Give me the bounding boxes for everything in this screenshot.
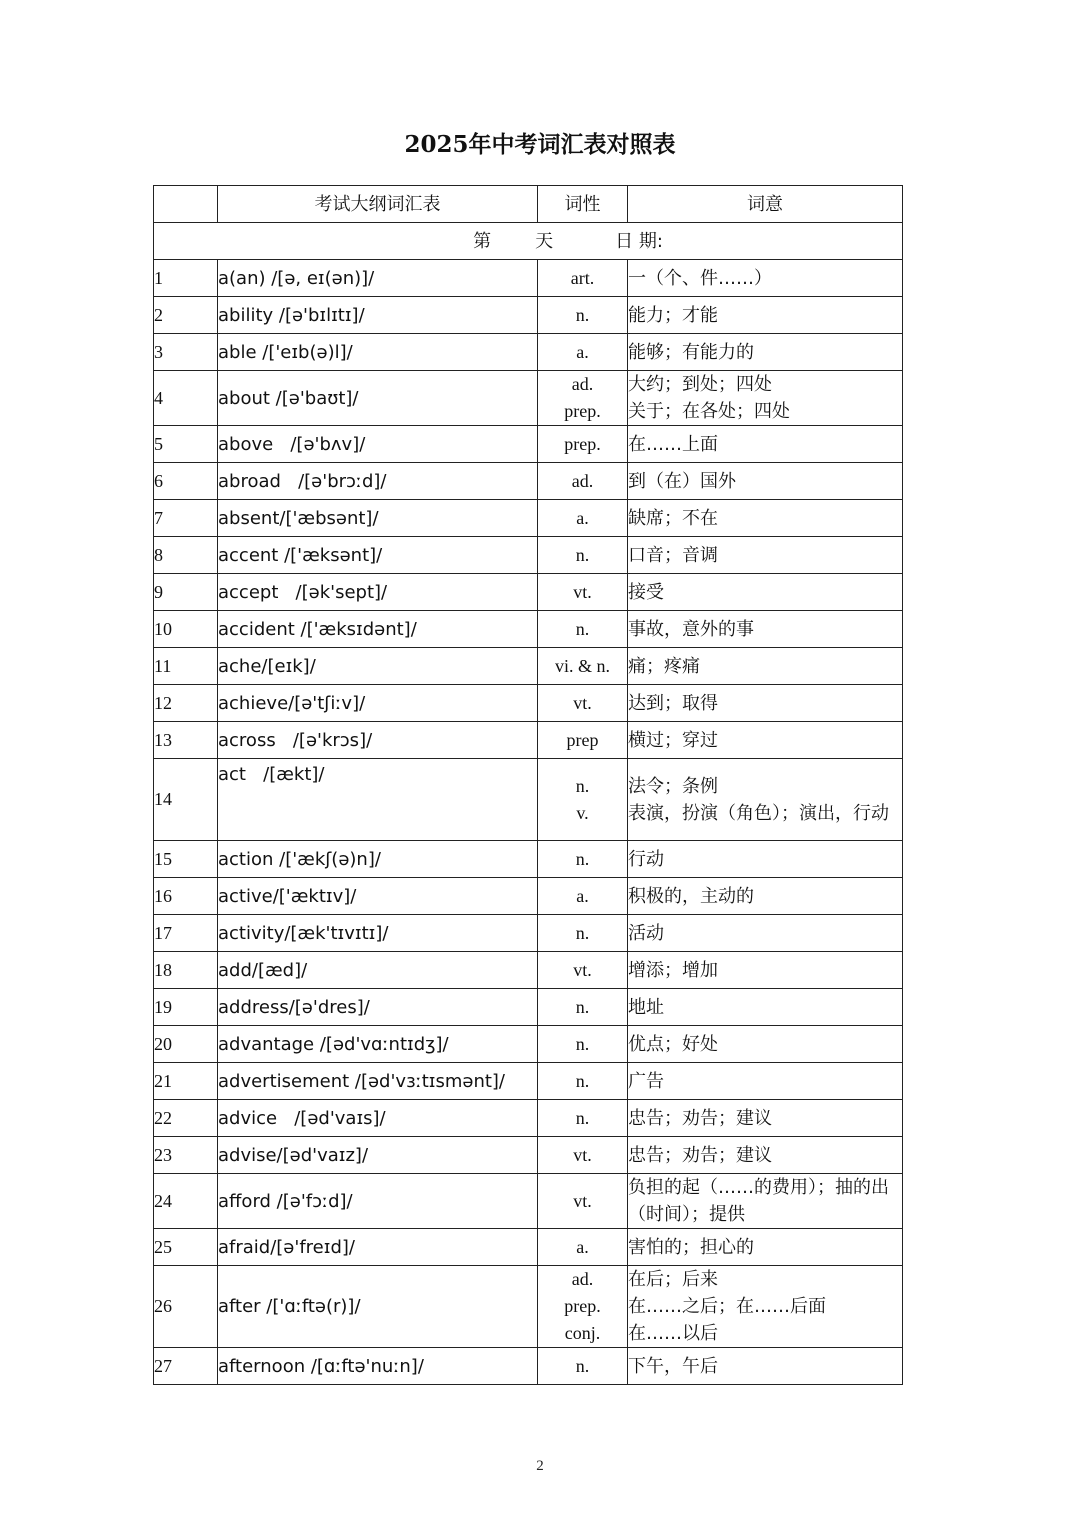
- part-of-speech-line: vi. & n.: [554, 655, 610, 676]
- day-date-cell: [154, 223, 903, 260]
- vocabulary-table: [153, 185, 903, 1385]
- part-of-speech: [538, 1266, 628, 1348]
- word-phonetic: afraid/[ə'freɪd]/: [218, 1229, 538, 1266]
- table-row: [154, 1100, 903, 1137]
- word-phonetic: ache/[eɪk]/: [218, 648, 538, 685]
- row-number: 11: [154, 648, 218, 685]
- meaning-line: 下午，午后: [628, 1355, 718, 1377]
- word-phonetic: ability /[ə'bɪlɪtɪ]/: [218, 297, 538, 334]
- row-number: 13: [154, 722, 218, 759]
- part-of-speech-line: ad.: [571, 470, 594, 491]
- word-phonetic: advice /[əd'vaɪs]/: [218, 1100, 538, 1137]
- part-of-speech: [538, 1229, 628, 1266]
- meaning: [628, 1063, 903, 1100]
- part-of-speech: [538, 463, 628, 500]
- row-number: 9: [154, 574, 218, 611]
- part-of-speech-line: conj.: [564, 1323, 601, 1343]
- meaning-line: 在……以后: [628, 1323, 718, 1344]
- meaning-line: 大约；到处；四处: [628, 374, 772, 395]
- part-of-speech-line: n.: [575, 996, 590, 1017]
- part-of-speech: [538, 648, 628, 685]
- table-row: [154, 1266, 903, 1348]
- part-of-speech: [538, 611, 628, 648]
- part-of-speech-line: prep: [566, 729, 599, 750]
- meaning-line: 行动: [628, 848, 664, 870]
- meaning-line: 事故，意外的事: [628, 618, 754, 640]
- meaning: [628, 426, 903, 463]
- part-of-speech-line: n.: [575, 922, 590, 943]
- meaning: [628, 371, 903, 426]
- row-number: 17: [154, 915, 218, 952]
- table-row: [154, 648, 903, 685]
- meaning: [628, 648, 903, 685]
- word-phonetic: accident /['æksɪdənt]/: [218, 611, 538, 648]
- meaning-line: 忠告；劝告；建议: [628, 1144, 772, 1166]
- row-number: 1: [154, 260, 218, 297]
- part-of-speech-line: n.: [575, 1107, 590, 1128]
- meaning-line: 在……上面: [628, 433, 718, 455]
- part-of-speech: [538, 574, 628, 611]
- part-of-speech: [538, 1063, 628, 1100]
- word-phonetic: abroad /[ə'brɔːd]/: [218, 463, 538, 500]
- meaning: [628, 722, 903, 759]
- table-row: [154, 722, 903, 759]
- meaning-line: 广告: [628, 1070, 664, 1092]
- part-of-speech: [538, 989, 628, 1026]
- meaning: [628, 878, 903, 915]
- meaning-line: 负担的起（……的费用）；抽的出（时间）；提供: [628, 1177, 889, 1225]
- part-of-speech: [538, 334, 628, 371]
- part-of-speech-line: ad.: [571, 374, 594, 394]
- row-number: 19: [154, 989, 218, 1026]
- meaning: [628, 759, 903, 841]
- meaning-line: 在……之后；在……后面: [628, 1296, 826, 1317]
- meaning-line: 活动: [628, 922, 664, 944]
- meaning-line: 法令；条例: [628, 775, 718, 797]
- meaning: [628, 685, 903, 722]
- meaning-line: 地址: [628, 996, 664, 1018]
- part-of-speech-line: a.: [576, 341, 589, 362]
- header-word: 考试大纲词汇表: [218, 186, 538, 223]
- word-phonetic: after /['ɑːftə(r)]/: [218, 1266, 538, 1348]
- table-row: [154, 878, 903, 915]
- part-of-speech: [538, 952, 628, 989]
- part-of-speech-line: n.: [575, 848, 590, 869]
- table-row: [154, 297, 903, 334]
- part-of-speech-line: art.: [570, 267, 595, 288]
- meaning: [628, 574, 903, 611]
- word-phonetic: add/[æd]/: [218, 952, 538, 989]
- table-row: [154, 426, 903, 463]
- part-of-speech: [538, 878, 628, 915]
- word-phonetic: a(an) /[ə, eɪ(ən)]/: [218, 260, 538, 297]
- word-phonetic: active/['æktɪv]/: [218, 878, 538, 915]
- table-row: [154, 685, 903, 722]
- part-of-speech-line: a.: [576, 1236, 589, 1257]
- part-of-speech-line: v.: [576, 802, 589, 823]
- part-of-speech-line: n.: [575, 1070, 590, 1091]
- word-phonetic: afford /[ə'fɔːd]/: [218, 1174, 538, 1229]
- table-row: [154, 463, 903, 500]
- row-number: 18: [154, 952, 218, 989]
- part-of-speech-line: prep.: [564, 401, 601, 421]
- table-row: [154, 952, 903, 989]
- meaning-line: 缺席；不在: [628, 507, 718, 529]
- part-of-speech: [538, 722, 628, 759]
- part-of-speech: [538, 1137, 628, 1174]
- row-number: 14: [154, 759, 218, 841]
- table-row: [154, 759, 903, 841]
- header-part-of-speech: 词性: [538, 186, 628, 223]
- table-row: [154, 500, 903, 537]
- meaning: [628, 1348, 903, 1385]
- header-meaning: 词意: [628, 186, 903, 223]
- part-of-speech-line: n.: [575, 1355, 590, 1376]
- meaning: [628, 1137, 903, 1174]
- meaning: [628, 952, 903, 989]
- table-row: [154, 1229, 903, 1266]
- meaning: [628, 915, 903, 952]
- table-row: [154, 1063, 903, 1100]
- row-number: 24: [154, 1174, 218, 1229]
- part-of-speech-line: ad.: [571, 1269, 594, 1289]
- meaning-line: 积极的，主动的: [628, 885, 754, 907]
- table-row: [154, 1137, 903, 1174]
- meaning-line: 关于；在各处；四处: [628, 401, 790, 422]
- table-row: [154, 537, 903, 574]
- word-phonetic: advantage /[əd'vɑːntɪdʒ]/: [218, 1026, 538, 1063]
- row-number: 23: [154, 1137, 218, 1174]
- part-of-speech-line: vt.: [573, 692, 592, 713]
- part-of-speech: [538, 297, 628, 334]
- table-row: [154, 1174, 903, 1229]
- word-phonetic: across /[ə'krɔs]/: [218, 722, 538, 759]
- meaning: [628, 611, 903, 648]
- part-of-speech: [538, 537, 628, 574]
- part-of-speech-line: vt.: [573, 581, 592, 602]
- part-of-speech-line: a.: [576, 885, 589, 906]
- part-of-speech: [538, 1174, 628, 1229]
- page-number: 2: [536, 1458, 544, 1474]
- table-row: [154, 574, 903, 611]
- meaning: [628, 1266, 903, 1348]
- meaning: [628, 841, 903, 878]
- part-of-speech: [538, 426, 628, 463]
- meaning: [628, 500, 903, 537]
- table-row: [154, 915, 903, 952]
- part-of-speech-line: prep.: [564, 433, 601, 454]
- part-of-speech: [538, 260, 628, 297]
- page-title: 2025年中考词汇表对照表: [404, 131, 676, 158]
- meaning-line: 横过；穿过: [628, 729, 718, 751]
- word-phonetic: act /[ækt]/: [218, 759, 538, 841]
- row-number: 16: [154, 878, 218, 915]
- header-number: [154, 186, 218, 223]
- part-of-speech: [538, 915, 628, 952]
- table-row: [154, 1026, 903, 1063]
- word-phonetic: about /[ə'baʊt]/: [218, 371, 538, 426]
- row-number: 22: [154, 1100, 218, 1137]
- part-of-speech-line: n.: [575, 304, 590, 325]
- meaning-line: 害怕的；担心的: [628, 1236, 754, 1258]
- row-number: 7: [154, 500, 218, 537]
- date-label: 日 期:: [615, 230, 663, 252]
- part-of-speech: [538, 1026, 628, 1063]
- meaning-line: 在后；后来: [628, 1269, 718, 1290]
- part-of-speech-line: vt.: [573, 1190, 592, 1211]
- table-row: [154, 260, 903, 297]
- part-of-speech: [538, 685, 628, 722]
- word-phonetic: address/[ə'dres]/: [218, 989, 538, 1026]
- day-date-row: [154, 223, 903, 260]
- meaning-line: 表演，扮演（角色）；演出，行动: [628, 802, 889, 824]
- word-phonetic: activity/[æk'tɪvɪtɪ]/: [218, 915, 538, 952]
- vocabulary-rows: [154, 260, 903, 1385]
- word-phonetic: accept /[ək'sept]/: [218, 574, 538, 611]
- day-unit-label: 天: [535, 230, 554, 252]
- word-phonetic: able /['eɪb(ə)l]/: [218, 334, 538, 371]
- part-of-speech-line: prep.: [564, 1296, 601, 1316]
- table-row: [154, 989, 903, 1026]
- word-phonetic: achieve/[ə'tʃiːv]/: [218, 685, 538, 722]
- meaning-line: 达到；取得: [628, 692, 718, 714]
- meaning: [628, 1174, 903, 1229]
- part-of-speech: [538, 1348, 628, 1385]
- part-of-speech: [538, 841, 628, 878]
- table-row: [154, 371, 903, 426]
- meaning: [628, 1100, 903, 1137]
- table-header-row: [154, 186, 903, 223]
- row-number: 2: [154, 297, 218, 334]
- row-number: 21: [154, 1063, 218, 1100]
- part-of-speech-line: a.: [576, 507, 589, 528]
- meaning: [628, 297, 903, 334]
- word-phonetic: advertisement /[əd'vɜːtɪsmənt]/: [218, 1063, 538, 1100]
- word-phonetic: advise/[əd'vaɪz]/: [218, 1137, 538, 1174]
- meaning: [628, 334, 903, 371]
- word-phonetic: absent/['æbsənt]/: [218, 500, 538, 537]
- meaning-line: 到（在）国外: [628, 470, 736, 492]
- part-of-speech-line: vt.: [573, 1144, 592, 1165]
- meaning-line: 一（个、件……）: [628, 267, 772, 289]
- row-number: 27: [154, 1348, 218, 1385]
- meaning-line: 口音；音调: [628, 544, 718, 566]
- word-phonetic: afternoon /[ɑːftə'nuːn]/: [218, 1348, 538, 1385]
- word-phonetic: above /[ə'bʌv]/: [218, 426, 538, 463]
- row-number: 26: [154, 1266, 218, 1348]
- row-number: 15: [154, 841, 218, 878]
- meaning: [628, 1026, 903, 1063]
- day-label: 第: [473, 230, 492, 252]
- table-row: [154, 611, 903, 648]
- table-row: [154, 841, 903, 878]
- meaning-line: 痛；疼痛: [628, 655, 700, 677]
- meaning-line: 忠告；劝告；建议: [628, 1107, 772, 1129]
- row-number: 6: [154, 463, 218, 500]
- row-number: 8: [154, 537, 218, 574]
- meaning: [628, 537, 903, 574]
- row-number: 4: [154, 371, 218, 426]
- meaning-line: 优点；好处: [628, 1033, 718, 1055]
- part-of-speech: [538, 371, 628, 426]
- meaning: [628, 260, 903, 297]
- part-of-speech-line: n.: [575, 1033, 590, 1054]
- row-number: 3: [154, 334, 218, 371]
- word-phonetic: accent /['æksənt]/: [218, 537, 538, 574]
- meaning: [628, 463, 903, 500]
- meaning: [628, 1229, 903, 1266]
- part-of-speech: [538, 500, 628, 537]
- table-row: [154, 1348, 903, 1385]
- row-number: 12: [154, 685, 218, 722]
- table-row: [154, 334, 903, 371]
- part-of-speech-line: vt.: [573, 959, 592, 980]
- meaning-line: 增添；增加: [628, 959, 718, 981]
- row-number: 5: [154, 426, 218, 463]
- part-of-speech: [538, 1100, 628, 1137]
- meaning: [628, 989, 903, 1026]
- part-of-speech: [538, 759, 628, 841]
- row-number: 10: [154, 611, 218, 648]
- row-number: 20: [154, 1026, 218, 1063]
- part-of-speech-line: n.: [575, 775, 590, 796]
- row-number: 25: [154, 1229, 218, 1266]
- part-of-speech-line: n.: [575, 544, 590, 565]
- word-phonetic: action /['ækʃ(ə)n]/: [218, 841, 538, 878]
- meaning-line: 能够；有能力的: [628, 341, 754, 363]
- meaning-line: 接受: [628, 581, 664, 603]
- part-of-speech-line: n.: [575, 618, 590, 639]
- meaning-line: 能力；才能: [628, 304, 718, 326]
